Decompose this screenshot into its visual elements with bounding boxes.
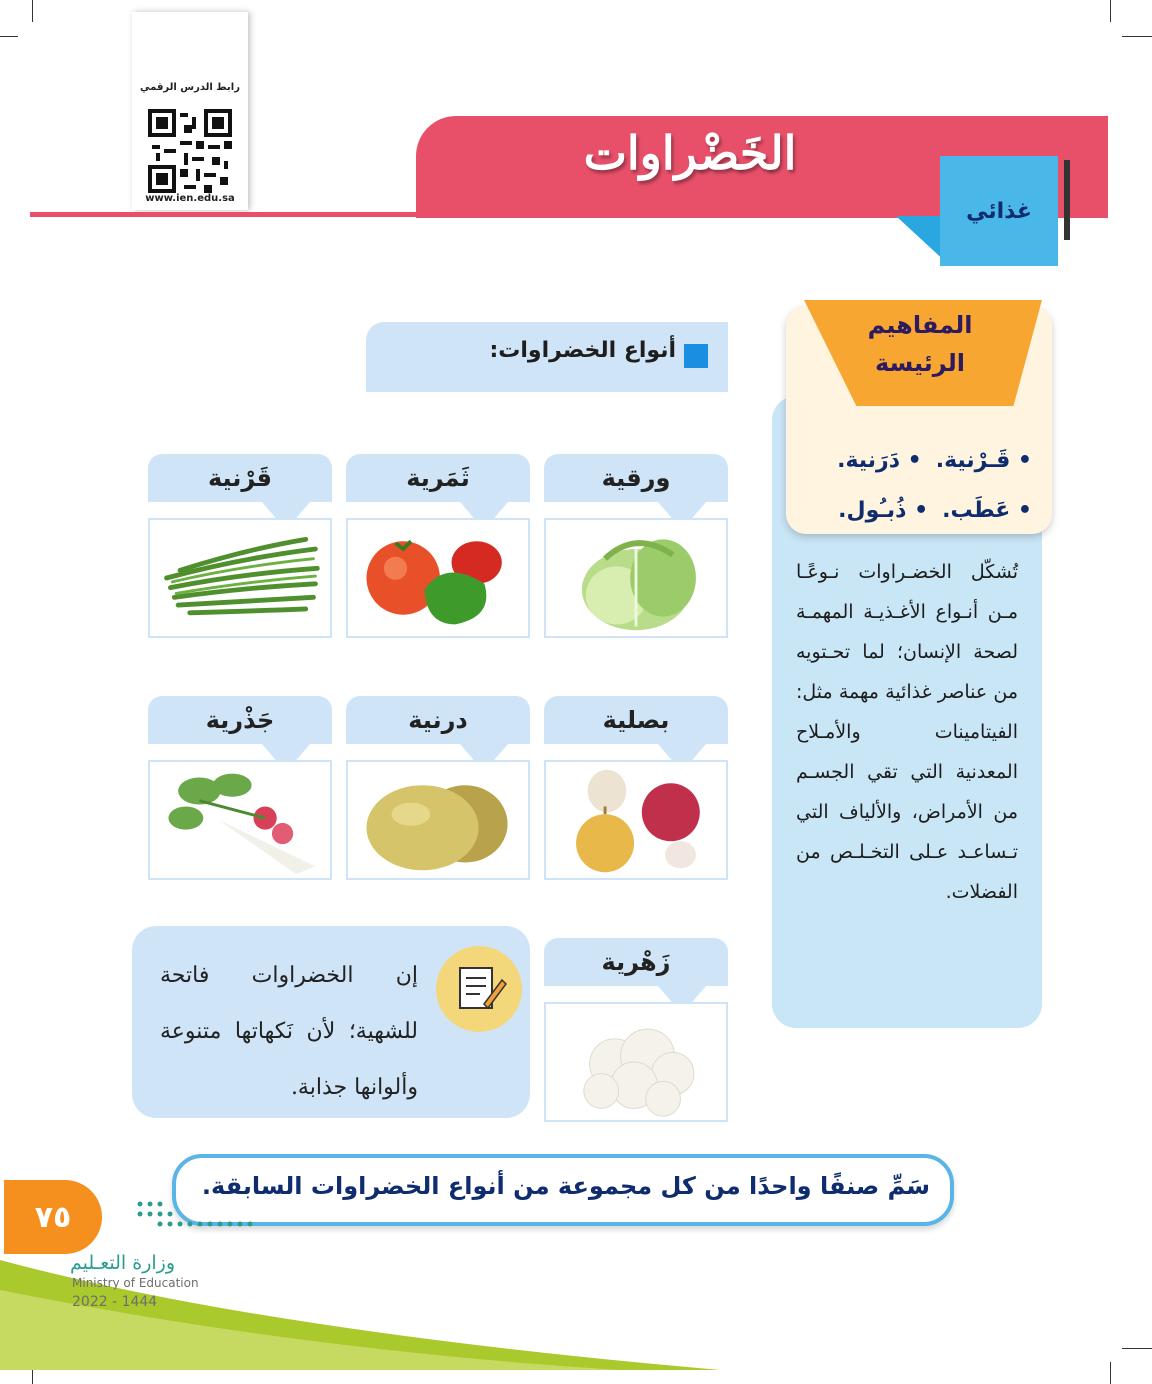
veg-card-fruit (346, 454, 530, 638)
qr-code-icon[interactable] (148, 106, 232, 196)
ministry-year: 2022 - 1444 (72, 1294, 158, 1310)
concept-item: • ذُبـُول. (838, 498, 929, 523)
veg-label: زَهْرية (544, 938, 728, 986)
veg-card-root (148, 696, 332, 880)
ministry-name-ar: وزارة التعـليم (70, 1252, 176, 1274)
concept-item: • دَرَنية. (837, 448, 922, 473)
concepts-row (800, 436, 1032, 486)
unit-tag (940, 156, 1058, 266)
veg-label: ثَمَرية (346, 454, 530, 502)
concepts-list (800, 436, 1032, 536)
veg-label: درنية (346, 696, 530, 744)
notepad-pencil-icon (436, 946, 522, 1032)
crop-mark (32, 0, 33, 22)
concepts-heading (820, 306, 1020, 382)
green-beans-image (148, 518, 332, 638)
concept-item: • عَطَب. (942, 498, 1032, 523)
veg-card-bulb (544, 696, 728, 880)
crop-mark (1122, 1348, 1152, 1349)
ministry-logo-icon (130, 1194, 266, 1234)
tip-text: إن الخضراوات فاتحة للشهية؛ لأن نَكهاتها متنوعة وألوانها جذابة. (160, 963, 418, 1100)
veg-label: جَذْرية (148, 696, 332, 744)
veg-card-pod (148, 454, 332, 638)
square-bullet-icon (684, 344, 708, 368)
crop-mark (1110, 1362, 1111, 1384)
veg-card-flower (544, 938, 728, 1122)
veg-label: قَرْنية (148, 454, 332, 502)
cabbage-image (544, 518, 728, 638)
page-title: الخَضْراوات (583, 126, 797, 180)
veg-card-leafy (544, 454, 728, 638)
concept-item: • قَـرْنية. (935, 448, 1032, 473)
question-text: سَمِّ صنفًا واحدًا من كل مجموعة من أنواع الخضراوات السابقة. (201, 1172, 930, 1200)
types-heading: أنواع الخضراوات: (489, 338, 676, 363)
header-underline (30, 212, 420, 217)
veg-label: بصلية (544, 696, 728, 744)
veg-card-tuber (346, 696, 530, 880)
concepts-heading-line2: الرئيسة (875, 349, 965, 377)
qr-card[interactable] (132, 12, 248, 210)
crop-mark (1110, 0, 1111, 22)
cauliflower-image (544, 1002, 728, 1122)
potato-image (346, 760, 530, 880)
veg-label: ورقية (544, 454, 728, 502)
concepts-row (800, 486, 1032, 536)
ministry-name-en: Ministry of Education (72, 1276, 199, 1290)
unit-tag-label: غذائي (966, 198, 1032, 224)
concepts-paragraph: تُشكّل الخضـراوات نـوعًـا مـن أنـواع الأغـذيـة المهمـة لصحة الإنسان؛ لما تحـتويه من عناصر غذائية مهمة مثل: الفيتامينات والأمـلاح المعدنية التي تقي الجسـم من الأمراض، والألياف التي تـساعـد عـلى التخـلـص من الفضلات. (796, 561, 1018, 903)
qr-title: رابط الدرس الرقمي (140, 82, 240, 93)
page-number: ٧٥ (4, 1180, 102, 1254)
qr-url-link[interactable]: www.ien.edu.sa (145, 193, 235, 204)
radish-image (148, 760, 332, 880)
tag-edge (1064, 160, 1070, 240)
crop-mark (0, 36, 18, 37)
concepts-heading-line1: المفاهيم (867, 311, 973, 339)
crop-mark (1122, 36, 1152, 37)
tomato-pepper-image (346, 518, 530, 638)
onion-garlic-image (544, 760, 728, 880)
